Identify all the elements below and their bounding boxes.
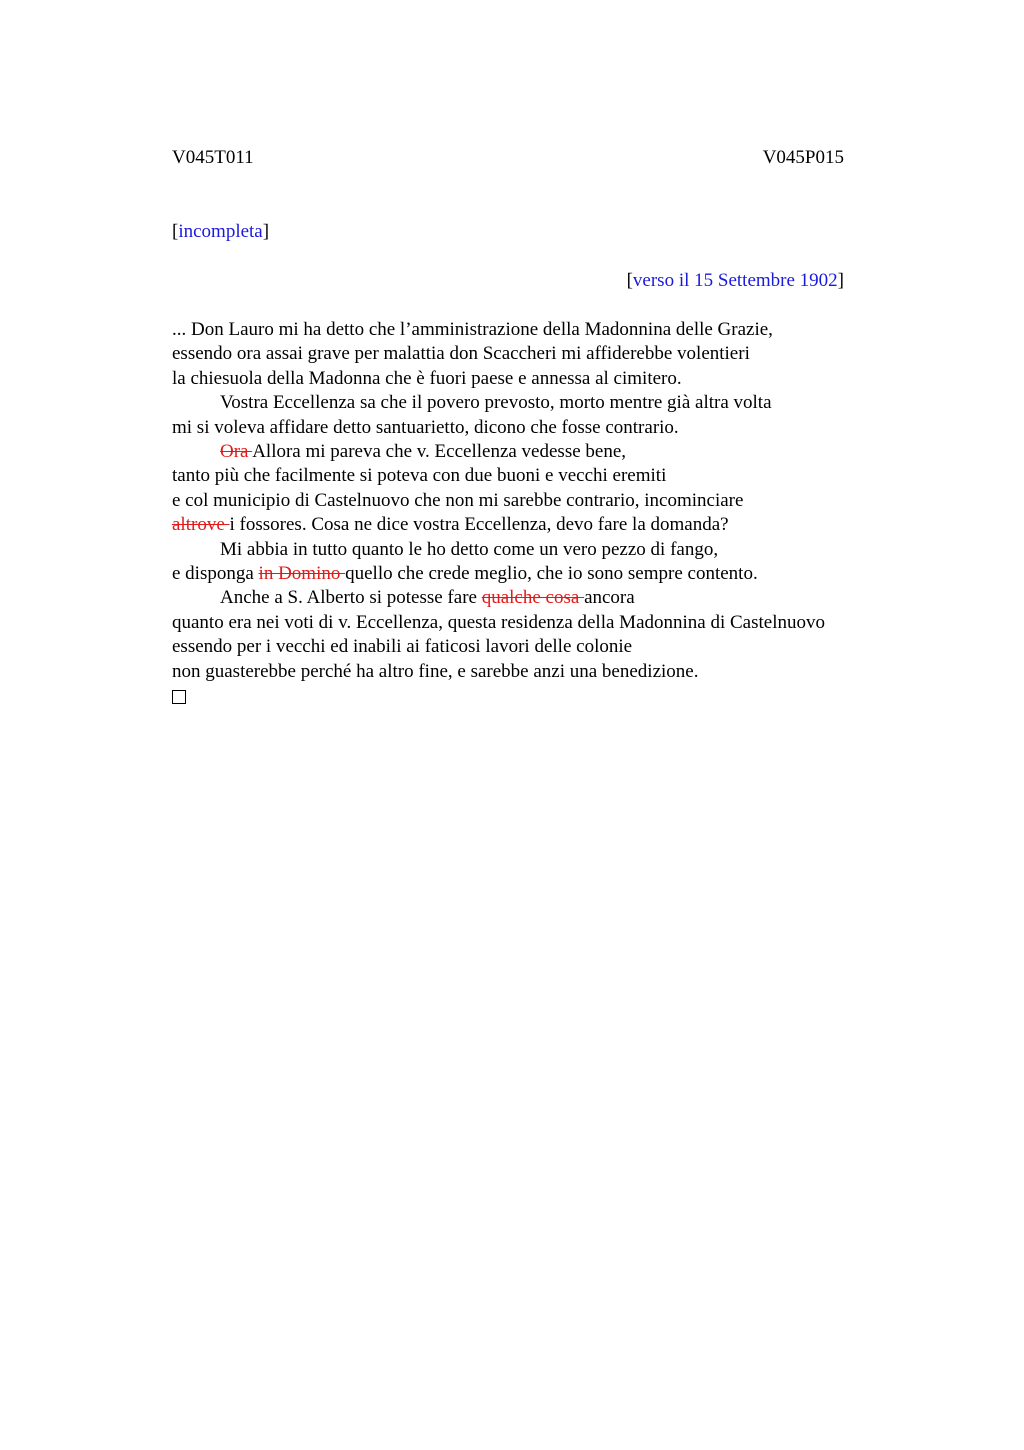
deleted-text: qualche cosa [481, 587, 585, 609]
letter-line: Vostra Eccellenza sa che il povero prevosto, morto mentre già altra volta [220, 392, 772, 414]
letter-line [172, 513, 932, 537]
open-bracket: [ [172, 221, 179, 242]
letter-line [172, 562, 932, 586]
line-text: e disponga [172, 563, 259, 585]
date-note [627, 270, 844, 292]
line-text: quello che crede meglio, che io sono sempre contento. [345, 563, 758, 585]
letter-line: ... Don Lauro mi ha detto che l’amministrazione della Madonnina delle Grazie, [172, 319, 773, 340]
page-code: V045P015 [762, 147, 844, 168]
letter-line [172, 440, 932, 464]
incomplete-note [172, 221, 269, 243]
incomplete-label: incompleta [178, 221, 263, 242]
deleted-text: Ora [220, 441, 253, 463]
letter-line [172, 586, 932, 610]
line-text: i fossores. Cosa ne dice vostra Eccellenza, devo fare la domanda? [229, 514, 729, 536]
close-bracket: ] [837, 270, 844, 291]
open-bracket: [ [626, 270, 633, 291]
deleted-text: in Domino [258, 563, 346, 585]
letter-line: la chiesuola della Madonna che è fuori paese e annessa al cimitero. [172, 367, 682, 389]
letter-line: Mi abbia in tutto quanto le ho detto come un vero pezzo di fango, [220, 538, 719, 560]
letter-line: tanto più che facilmente si poteva con due buoni e vecchi eremiti [172, 465, 667, 487]
line-text: Anche a S. Alberto si potesse fare [220, 587, 482, 609]
letter-body [172, 318, 932, 712]
letter-line: quanto era nei voti di v. Eccellenza, questa residenza della Madonnina di Castelnuovo [172, 611, 825, 633]
end-square-icon [172, 690, 186, 704]
line-text: Allora mi pareva che v. Eccellenza vedesse bene, [252, 441, 627, 463]
deleted-text: altrove [172, 514, 230, 536]
letter-line: e col municipio di Castelnuovo che non mi sarebbe contrario, incominciare [172, 489, 744, 511]
line-text: ancora [584, 587, 635, 609]
document-code: V045T011 [172, 147, 254, 168]
letter-line: essendo ora assai grave per malattia don Scaccheri mi affiderebbe volentieri [172, 343, 750, 365]
letter-line: essendo per i vecchi ed inabili ai faticosi lavori delle colonie [172, 636, 633, 658]
end-marker [172, 684, 932, 711]
date-label: verso il 15 Settembre 1902 [632, 270, 838, 291]
letter-line: non guasterebbe perché ha altro fine, e sarebbe anzi una benedizione. [172, 660, 699, 682]
letter-line: mi si voleva affidare detto santuarietto, dicono che fosse contrario. [172, 416, 679, 438]
close-bracket: ] [262, 221, 270, 242]
